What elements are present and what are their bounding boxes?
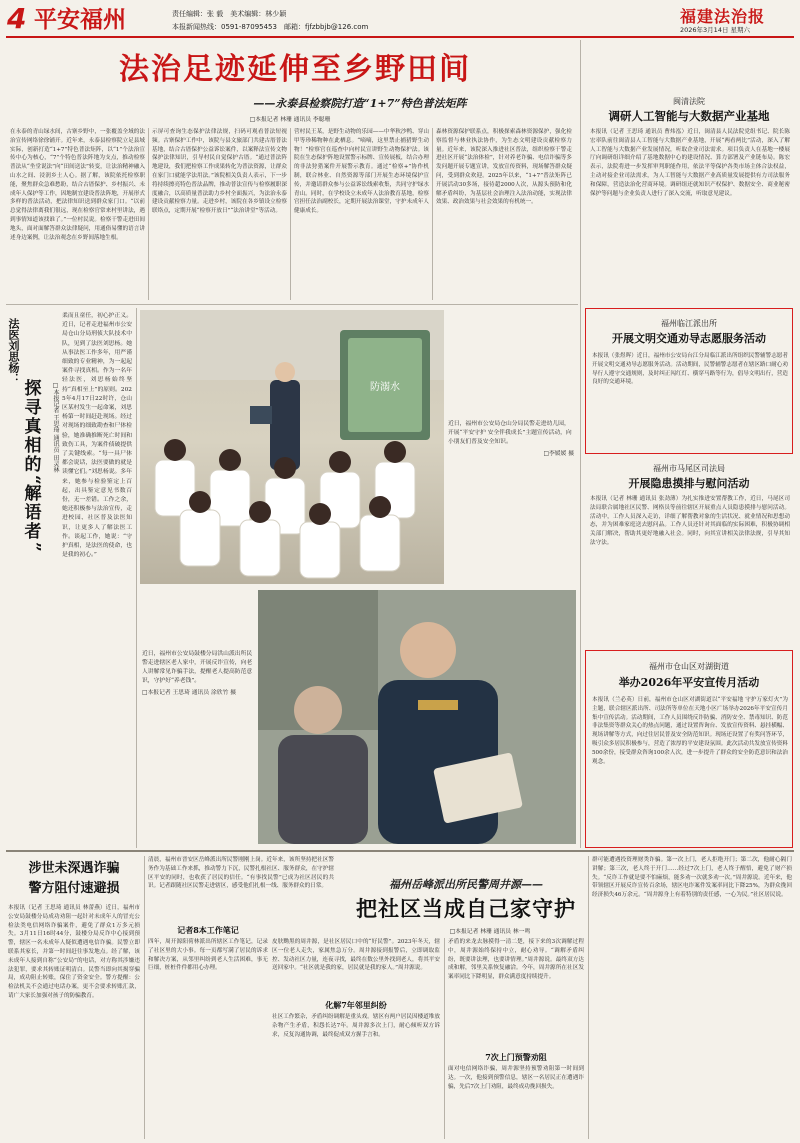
profile-byline: □本报记者 林珊 通讯员 林一鸣 xyxy=(449,929,531,935)
police1-body: 本报讯（张煜晖）近日，福州市公安局台江分局临江派出所组织民警辅警志愿者开展文明交通劝导志愿服务活动。活动期间，民警辅警志愿者在辖区路口耐心劝导行人遵守交通规则，及时纠正闯红灯、横穿马路等行为，倡导文明出行，营造良好的交通环境。 xyxy=(592,353,788,386)
police-elder-photo xyxy=(258,590,576,844)
court-kicker: 闽清法院 xyxy=(673,97,705,106)
photo1-credit: □李媛媛 摄 xyxy=(543,451,574,457)
feature-title-char: 探 xyxy=(24,379,42,399)
feature-title xyxy=(20,380,46,552)
court-body: 本报讯（记者 王思琦 通讯员 曹炜泓）近日，闽清县人民法院党组书记、院长陈宏率队前往闽清县人工智能与大数据产业基地，开展“两看两比”活动，深入了解人工智能与大数据产业发展情况，听取企业司法需求。项目负责人在基地一楼展厅向调研组详细介绍了基地数据中心的建设情况、算力部署及产业链布局。陈宏表示，法院将进一步发挥审判职能作用，依法平等保护各类市场主体合法权益，主动对接企业司法需求，为人工智能与大数据产业高质量发展提供有力司法服务和保障，营造法治化营商环境。调研组还就知识产权保护、数据安全、商业秘密保护等问题与企业负责人进行了深入交流，听取意见建议。 xyxy=(590,129,790,197)
feature-label: 法医刘思杨： xyxy=(7,318,20,384)
photo2-caption xyxy=(142,650,254,840)
photo2-caption-text: 近日，福州市公安局鼓楼分局洪山派出所民警走进辖区老人家中，开展反诈宣传，向老人讲解常见诈骗手法，提醒老人提高防范意识，守护好“养老钱”。 xyxy=(142,651,253,684)
lead-body-col3: 营村民王某，是野生动物的乐园——中华秋沙鸭、穿山甲等珍稀物种在此栖息。“嘀嘀，这里禁止捕猎野生动物！”检察官在巡查中向村民宣讲野生动物保护法。该院在生态保护阵地设置警示标牌、宣传展板，结合办理的非法狩猎案件开展警示教育。通过“检察+”协作机制，联合林业、自然资源等部门开展生态环境保护宣传，并邀请群众参与公益诉讼线索收集，共同守护绿水青山。同时，在学校设立未成年人法治教育基地，检察官担任法治副校长，定期开展法治课堂，守护未成年人健康成长。 xyxy=(294,129,429,215)
feature-title-char: 者 xyxy=(24,521,42,542)
lead-body-col1: 在永泰的青山绿水间，古寨乡野中，一张覆盖全域的法治宣传网络徐徐铺开。近年来，永泰县检察院立足县域实际，创新打造“1+7”特色普法矩阵，以“1”个法治宣传中心为核心，“7”个特色普法阵地为支点，推动检察普法从“坐堂说法”向“田间送法”转变，让法治精神融入山水之间、浸润乡土人心。据了解，该院依托检察职能，聚焦群众急难愁盼，结合古厝保护、乡村振兴、未成年人保护等工作，因地制宜建设普法阵地，开展形式多样的普法活动，把法律知识送到群众家门口。“以前总觉得法律离我们很远，现在检察官常来村里讲法，遇到事情知道该找谁了。”一位村民说。检察干警走进田间地头，面对面解答群众法律疑问，用通俗易懂的语言讲述身边案例，让法治观念在乡野间落地生根。 xyxy=(10,129,145,241)
feature-title-char: 解 xyxy=(24,483,42,504)
profile-intro: 清晨，福州市晋安区岳峰派出所民警刚刚上岗。近年来，该所坚持把社区警务作为基础工作来抓，推动警力下沉，民警扎根社区、服务群众，在守护辖区平安的同时，也收获了居民的信任。“有事找民警”已成为社区居民的共识。记者跟随社区民警走进辖区，感受他们扎根一线、服务群众的日常。 xyxy=(148,857,334,890)
feature-title-char: 语 xyxy=(24,502,42,523)
masthead-editors: 责任编辑：张 毅 美术编辑：林少颖 xyxy=(172,10,287,18)
profile-sub3: 7次上门预警劝阻 xyxy=(485,1052,547,1062)
profile-col4: 矛盾的来龙去脉摸得一清二楚，接下来的3次调解过程中，周井源始终保持中立，耐心劝导。“调解矛盾纠纷，既要讲法理，也要讲情理。”周井源说。最终双方达成和解，邻里关系恢复融洽。今年，周井源所在社区发案率同比下降明显，群众满意度持续提升。 xyxy=(448,939,584,981)
lead-body-col2: 示屏可查询生态保护法律法规，扫码可观看普法短视频。古寨保护工作中，该院与县文旅部门共建古厝普法基地，结合古厝保护公益诉讼案件，以案释法宣传文物保护法律知识，引导村民自觉保护古厝。“通过普法阵地建设，我们把检察工作成果转化为普法资源，让群众在家门口就能学法用法。”该院相关负责人表示，下一步将持续擦亮特色普法品牌，推动普法宣传与检察履职深度融合，以高质量普法助力乡村全面振兴，为法治永泰建设贡献检察力量。走进乡村，该院在各乡镇设立检察联络点，定期开展“检察开放日”“法治讲堂”等活动。 xyxy=(152,129,287,215)
feature-title-char: 寻 xyxy=(24,398,42,418)
profile-kicker: 福州岳峰派出所民警周井源—— xyxy=(389,878,543,891)
profile-sub1-body: 四年，周开源阳荷林派出所辖区工作笔记，记录了社区里的大小事。每一页都写满了居民的诉求和解决方案，从邻里纠纷到老人生活困难，事无巨细，桩桩件件都用心办理。 xyxy=(148,939,268,972)
profile-sub2: 化解7年邻里纠纷 xyxy=(325,1000,387,1010)
profile-headline: 把社区当成自己家守护 xyxy=(356,896,576,921)
street-body: 本报讯（兰必英）日前，福州市仓山区对湖街道以“平安福地 守护万家灯火”为主题，联合辖区派出所、司法所等单位在天地小区广场举办2026年平安宣传月集中宣传活动。活动期间，工作人员围绕反诈防骗、消防安全、禁毒知识、防范非法集资等群众关心的热点问题，通过设置咨询台、发放宣传资料、悬挂横幅、现场讲解等方式，向过往居民普及安全防范知识。现场还设置了有奖问答环节，吸引众多居民积极参与，营造了浓厚的平安建设氛围。此次活动共发放宣传资料500余份，接受群众咨询100余人次，进一步提升了群众的安全防范意识和法治观念。 xyxy=(592,697,788,765)
profile-sub1: 记者8本工作笔记 xyxy=(177,925,239,935)
court2-kicker: 福州市马尾区司法局 xyxy=(653,464,725,473)
lead-title: 法治足迹延伸至乡野田间 xyxy=(119,52,471,87)
photo1-caption xyxy=(448,420,574,584)
street-kicker: 福州市仓山区对湖街道 xyxy=(649,662,729,671)
lead-body-col4: 森林资源保护联系点，积极探索森林资源保护，强化检察监督与林业执法协作，为生态文明建设贡献检察力量。近年来，该院深入推进社区普法，组织检察干警走进社区开展“法治体检”，针对养老诈骗、电信诈骗等多发问题开展专题宣讲，发放宣传资料，现场解答群众疑问，受到群众欢迎。2025年以来，“1+7”普法矩阵已开展活动30多场，接待超2000人次，从源头预防和化解矛盾纠纷，为基层社会治理注入法治动能，实现法律效果、政治效果与社会效果的有机统一。 xyxy=(436,129,572,206)
masthead-date: 2026年3月14日 星期六 xyxy=(680,26,751,34)
profile-sub2-body: 社区工作繁杂，矛盾纠纷调解是重头戏。辖区有两户居民因楼道堆放杂物产生矛盾，积怨长达7年。周井源多次上门，耐心倾听双方诉求，反复沟通协调，最终促成双方握手言和。 xyxy=(272,1014,440,1038)
court2-title: 开展隐患摸排与慰问活动 xyxy=(628,477,750,490)
court-title: 调研人工智能与大数据产业基地 xyxy=(608,109,770,123)
board-text: 防溺水 xyxy=(370,382,400,393)
section-title: 平安福州 xyxy=(34,7,126,33)
feature-title-char: 相 xyxy=(24,436,42,456)
kindergarten-photo-illustration xyxy=(140,310,444,584)
scam-title-line1: 涉世未深遇诈骗 xyxy=(28,861,120,876)
police1-kicker: 福州临江派出所 xyxy=(661,319,717,328)
paper-logo: 福建法治报 xyxy=(680,7,766,26)
feature-byline: □本报记者 王思琦 通讯员 田灵林 xyxy=(52,382,59,473)
lead-byline: □本报记者 林珊 通讯员 李聪珊 xyxy=(249,117,331,123)
photo1-caption-text: 近日，福州市公安局仓山分局民警走进幼儿园，开展“平安守护 安全伴我成长”主题宣传活动，向小朋友们普及安全知识。 xyxy=(448,421,572,445)
scam-title-line2: 警方阻付速避损 xyxy=(28,881,120,896)
police1-title: 开展文明交通劝导志愿服务活动 xyxy=(612,332,766,345)
feature-title-char: 真 xyxy=(24,417,42,437)
feature-body: 柔而且童任，初心护正义。近日，记者走进福州市公安局仓山分局刑侦大队技术中队，见到了法医刘思杨。她从事法医工作多年，用严谨细致的专业精神，为一起起案件寻找真相。作为一名年轻法医，刘思杨始终坚持“真相至上”的原则。2025年4月17日22时许，仓山区某村发生一起命案，刘思杨第一时间赶赴现场。经过对现场的细致勘查和尸体检验，她准确推断死亡时间和致伤工具，为案件侦破提供了关键线索。“每一具尸体都会说话，法医要做的就是读懂它们。”刘思杨说。多年来，她参与检验鉴定上百起，出具鉴定意见书数百份，无一差错。工作之余，她还积极参与法治宣传，走进校园、社区普及法医知识，让更多人了解法医工作。谈起工作，她说：“守护真相，是法医的使命，也是我的初心。” xyxy=(62,313,132,559)
police-elder-illustration xyxy=(258,590,576,844)
profile-col5: 群可能遭遇投资理财类诈骗。第一次上门，老人拒绝开门；第二次，他耐心隔门讲解；第三次，老人终于开门……经过7次上门，老人终于醒悟，避免了财产损失。“反诈工作就是要不怕麻烦，能多劝一次就多劝一次。”周井源说。近年来，他带领辖区开展反诈宣传百余场，辖区电诈案件发案率同比下降25%，为群众挽回经济损失46万余元。“周井源身上有着特别的责任感，一心为民。”社区居民说。 xyxy=(592,857,792,899)
lead-subtitle: ——永泰县检察院打造“1+7”特色普法矩阵 xyxy=(253,97,467,110)
feature-title-char: 的 xyxy=(24,455,42,475)
court2-body: 本报讯（记者 林珊 通讯员 张劲薄）为扎实推进安置帮教工作，近日，马尾区司法局联合属地社区民警、网格员等前往辖区开展重点人员隐患摸排与慰问活动。活动中，工作人员深入走访，详细了解帮教对象的生活状况、就业情况和思想动态，并为困难家庭送去慰问品。工作人员还针对其面临的实际困难，积极协调相关部门解决，帮助其更好地融入社会。同时，向其宣讲相关法律法规，引导其知法守法。 xyxy=(590,496,790,546)
scam-body: 本报讯（记者 王思琦 通讯员 林蕾燕）近日，福州市公安局鼓楼分局成功劝阻一起针对未成年人的冒充公检法类电信网络诈骗案件，避免了群众1万多元损失。3月11日16时44分，鼓楼分局反诈中心接到预警，辖区一名未成年人疑似遭遇电信诈骗。民警立即联系其家长，并第一时间赶往事发地点。经了解，该未成年人接到自称“公安局”的电话，对方称其涉嫌违法犯罪，要求其转账证明清白。民警当即向其揭穿骗局，成功阻止转账，保住了资金安全。警方提醒：公检法机关不会通过电话办案，更不会要求转账汇款，请广大家长加强对孩子的防骗教育。 xyxy=(8,905,140,999)
profile-sub3-body: 面对电信网络诈骗，周井源坚持预警劝阻第一时间到达。一次，他接到预警信息，辖区一名居民正在遭遇诈骗，先后7次上门劝阻，最终成功挽回损失。 xyxy=(448,1066,584,1090)
feature-title-char: ” xyxy=(23,541,44,552)
masthead-hotline: 本报新闻热线：0591-87095453 邮箱：fjfzbbjb@126.com xyxy=(172,23,369,31)
masthead-rule xyxy=(6,36,794,38)
kindergarten-photo xyxy=(140,310,444,584)
profile-col3: 皮肤黝黑的周井源，是社区居民口中的“好民警”。2023年冬天，辖区一位老人走失，家属焦急万分。周井源接到报警后，立即调取监控、发动社区力量，连夜寻找，最终在数公里外找到老人，将其平安送回家中。“社区就是我的家，居民就是我的家人。”周井源说。 xyxy=(272,939,440,972)
feature-title-char: “ xyxy=(23,475,44,485)
photo2-credit: □本报记者 王思琦 通讯员 涂欣竹 摄 xyxy=(142,690,237,696)
street-title: 举办2026年平安宣传月活动 xyxy=(618,676,760,689)
page-number: 4 xyxy=(7,2,27,35)
